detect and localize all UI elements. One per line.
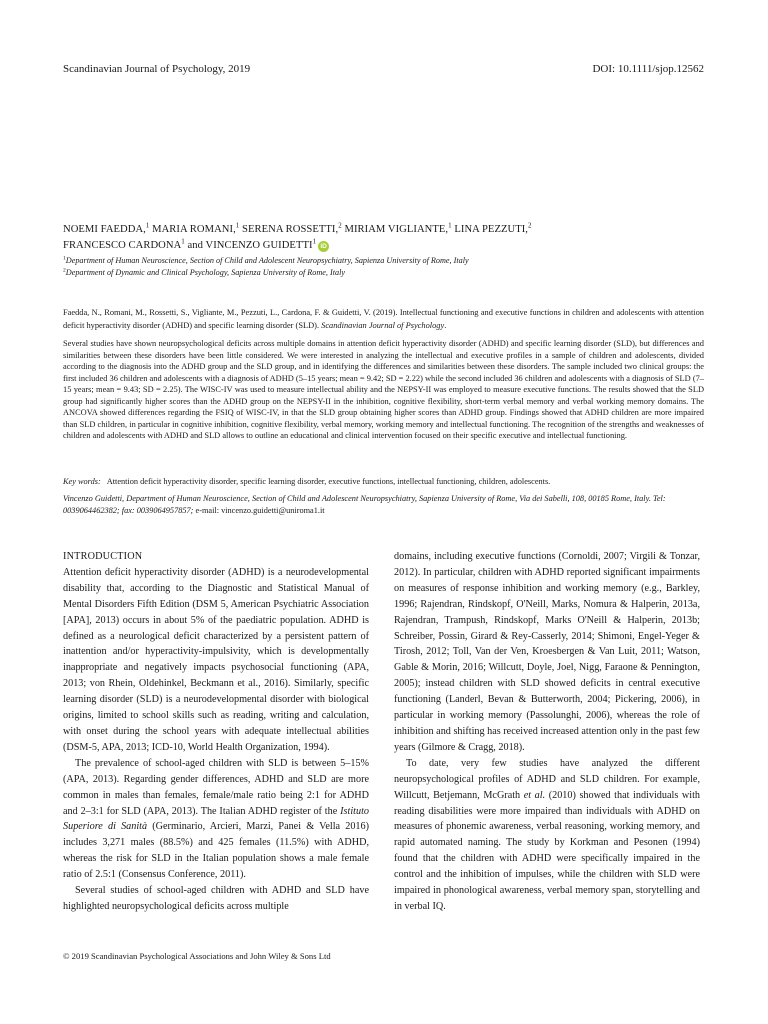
citation-end: . [444,321,447,330]
section-heading: INTRODUCTION [63,551,143,562]
paragraph [63,756,369,883]
paragraph-italic: Istituto Superiore di Sanità [63,805,369,833]
copyright-footer: © 2019 Scandinavian Psychological Associations and John Wiley & Sons Ltd [63,951,331,961]
paragraph: domains, including executive functions (Cornoldi, 2007; Virgili & Tonzar, 2012). In particular, children with ADHD reported significant impairments on measures of response inhibition and working memory (e.g., Barkley, 1996; Rajendran, Rindskopf, O'Neill, Marks, Nomura & Halperin, 2013a, Rajendran, Trampush, Rindskopf, Marks O'Neill & Halperin, 2013b; Schreiber, Possin, Girard & Rey-Casserly, 2014; Shimoni, Engel-Yeger & Tirosh, 2012; Toll, Van der Ven, Kroesbergen & Van Luit, 2011; Watson, Gable & Morin, 2016; Willcutt, Doyle, Joel, Nigg, Faraone & Pennington, 2005); instead children with SLD showed deficits in central executive functioning (Landerl, Bevan & Butterworth, 2004; Pickering, 2006), in particular in working memory (Passolunghi, 2006), whereas the role of inhibition and shifting has received increased attention only in the past few years (Gilmore & Cragg, 2018). [394,551,700,753]
left-column [63,549,369,915]
correspondence [63,493,704,517]
affiliation-text: Department of Human Neuroscience, Section of Child and Adolescent Neuropsychiatry, Sapienza University of Rome, Italy [65,256,469,265]
affiliation-2 [63,267,704,279]
author: SERENA ROSSETTI, [242,224,339,235]
author: LINA PEZZUTI, [454,224,528,235]
affiliations [63,255,704,278]
author: and VINCENZO GUIDETTI [184,240,313,251]
paragraph-text: To date, very few studies have analyzed the different neuropsychological profiles of ADHD and SLD children. For example, Willcutt, Betjemann, McGrath [394,757,700,801]
affiliation-marker: 1 [63,255,66,262]
affiliation-marker: 1 [312,237,317,246]
affiliation-marker: 1 [235,221,240,230]
affiliation-marker: 1 [181,237,185,246]
affiliation-marker: 2 [63,266,66,273]
affiliation-text: Department of Dynamic and Clinical Psychology, Sapienza University of Rome, Italy [65,267,346,277]
author: FRANCESCO CARDONA [63,240,182,251]
keywords-text: Attention deficit hyperactivity disorder, specific learning disorder, executive functions, intellectual functioning, children, adolescents. [106,477,551,486]
citation [63,306,704,332]
keywords-label: Key words: [63,477,101,486]
paragraph: Several studies of school-aged children with ADHD and SLD have highlighted neuropsychological deficits across multiple [63,885,369,912]
citation-journal: Scandinavian Journal of Psychology [321,321,445,330]
correspondence-address: Vincenzo Guidetti, Department of Human Neuroscience, Section of Child and Adolescent Neuropsychiatry, Sapienza University of Rome, Via dei Sabelli, 108, 00185 Rome, Italy. Tel: 0039064462382; fax: 0039064957857; [63,494,666,515]
paragraph-text: (2010) showed that individuals with reading disabilities were more impaired than individuals with ADHD on measures of phonemic awareness, verbal reasoning, working memory, and rapid automated naming. The study by Korkman and Pesonen (1994) found that the children with ADHD were specifically impaired in the control and the inhibition of impulses, while the children with SLD were impaired in phonological awareness, verbal memory span, storytelling and in verbal IQ. [394,789,700,912]
correspondence-email[interactable]: e-mail: vincenzo.guidetti@uniroma1.it [193,506,325,515]
keywords [63,476,704,487]
affiliation-marker: 2 [528,221,532,230]
orcid-icon[interactable]: iD [318,241,329,252]
paragraph: Attention deficit hyperactivity disorder (ADHD) is a neurodevelopmental disability that, according to the Diagnostic and Statistical Manual of Mental Disorders Fifth Edition (DSM 5, American Psychiatric Association [APA], 2013) occurs in about 5% of the paediatric population. ADHD is defined as a neurological deficit characterized by a persistent pattern of inattention and/or hyperactivity-impulsivity, which is developmentally inappropriate and negatively impacts psychosocial functioning (APA, 2013; von Rhein, Oldehinkel, Beckmann et al., 2016). Similarly, specific learning disorder (SLD) is a neurodevelopmental disorder with biological origins, limited to school skills such as reading, writing and calculation, with onset during the school years with adequate intellectual abilities (DSM-5, APA, 2013; ICD-10, World Health Organization, 1994). [63,566,369,753]
citation-text: Faedda, N., Romani, M., Rossetti, S., Vigliante, M., Pezzuti, L., Cardona, F. & Guidetti, V. (2019). Intellectual functioning and executive functions in children and adolescents with attention deficit hyperactivity disorder (ADHD) and specific learning disorder (SLD). [63,308,704,330]
paragraph-text: The prevalence of school-aged children with SLD is between 5–15% (APA, 2013). Regarding gender differences, ADHD and SLD are more common in males than females, female/male ratio being 2:1 for ADHD and 2–3:1 for SLD (APA, 2013). The Italian ADHD register of the [63,757,369,817]
author: MARIA ROMANI, [152,224,236,235]
paragraph-text: (Germinario, Arcieri, Marzi, Panei & Vella 2016) includes 3,271 males (88.5%) and 425 females (11.5%) with ADHD, whereas the risk for SLD in the Italian population shows a male female ratio of 2.5:1 (Consensus Conference, 2011). [63,821,369,881]
paragraph [394,756,700,915]
running-head [63,63,704,76]
doi[interactable]: DOI: 10.1111/sjop.12562 [592,63,704,75]
affiliation-marker: 2 [338,221,342,230]
abstract: Several studies have shown neuropsychological deficits across multiple domains in attention deficit hyperactivity disorder (ADHD) and specific learning disorder (SLD), but differences and similarities between these disorders have been little considered. We were interested in analyzing the intellectual and executive profiles in a sample of children and adolescents, divided according to the diagnosis into the ADHD group and the SLD group, and in identifying the differences and similarities between these disorders. The sample included two clinical groups: the first included 36 children and adolescents with a diagnosis of ADHD (5–15 years; mean = 9.42; SD = 2.22) while the second included 36 children and adolescents with a diagnosis of SLD (7–15 years; mean = 9.43; SD = 2.25). The WISC-IV was used to measure intellectual ability and the NEPSY-II was employed to measure executive functions. The results showed that the SLD group had significantly higher scores than the ADHD group on the NEPSY-II in the inhibition, cognitive flexibility, short-term verbal memory and verbal working memory domains. The ANCOVA showed differences regarding the FSIQ of WISC-IV, in that the SLD group obtaining higher scores than ADHD group. Findings showed that ADHD children are more impaired than SLD children, in particular in cognitive inhibition, cognitive flexibility, verbal memory, working memory and intellectual functioning. The recognition of the strengths and weaknesses of children and adolescents with ADHD and SLD allows to outline an educational and clinical intervention focused on their specific executive and intellectual functioning. [63,339,704,440]
author-list [63,222,704,254]
affiliation-marker: 1 [448,221,452,230]
journal-name: Scandinavian Journal of Psychology, 2019 [63,63,251,75]
author: MIRIAM VIGLIANTE, [344,224,449,235]
paragraph-italic: et al. [523,789,546,801]
author: NOEMI FAEDDA, [63,224,146,235]
right-column [394,549,700,915]
affiliation-1 [63,255,704,267]
affiliation-marker: 1 [145,221,150,230]
